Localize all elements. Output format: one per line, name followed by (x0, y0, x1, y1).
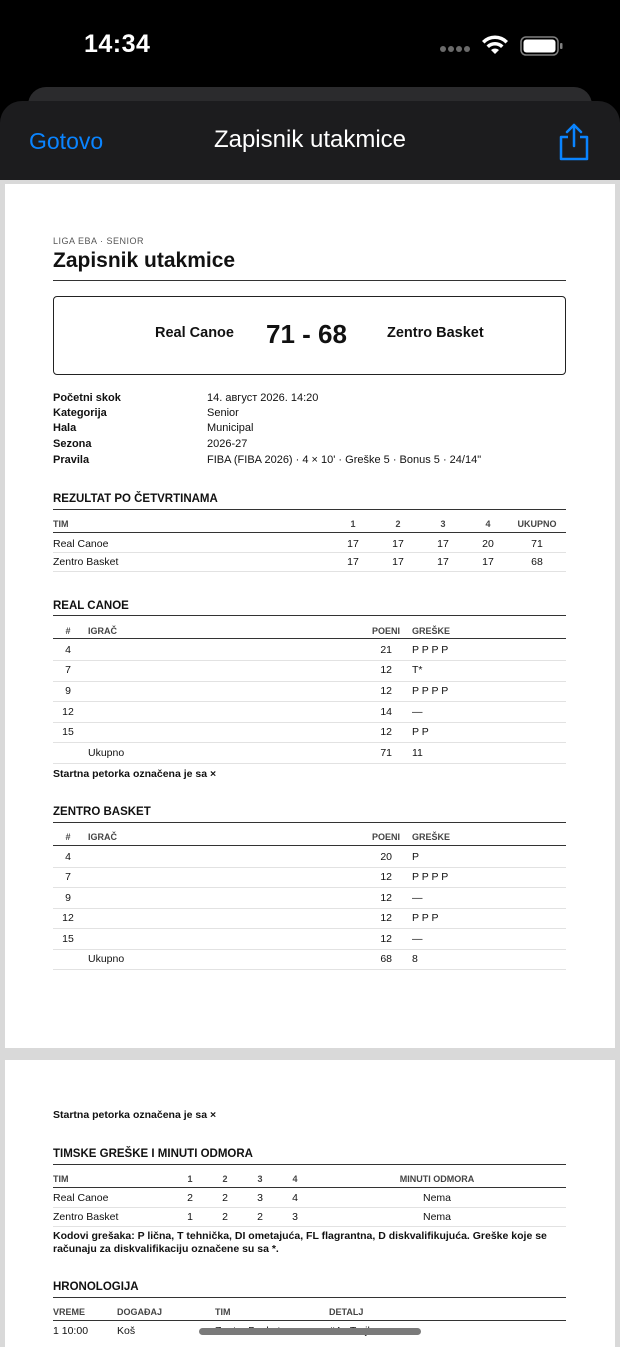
final-score: 71 - 68 (266, 319, 347, 349)
player-number: 12 (62, 706, 74, 718)
player-points: 21 (380, 644, 392, 656)
column-header: IGRAČ (88, 626, 117, 636)
share-icon[interactable] (556, 122, 592, 162)
column-header: DOGAĐAJ (117, 1307, 163, 1317)
table-cell: 4 (292, 1192, 298, 1204)
column-header: GREŠKE (412, 832, 451, 842)
table-cell: 17 (347, 556, 359, 568)
divider (53, 660, 566, 661)
column-header: DETALJ (329, 1307, 364, 1317)
info-label: Hala (53, 422, 77, 434)
divider (53, 949, 566, 950)
table-cell: 1 (187, 1211, 193, 1223)
divider (53, 867, 566, 868)
totals-label: Ukupno (88, 747, 125, 759)
column-header: UKUPNO (517, 519, 557, 529)
player-points: 12 (380, 933, 392, 945)
divider (53, 1320, 566, 1321)
info-label: Pravila (53, 454, 90, 466)
player-fouls: P P P P (412, 685, 449, 697)
player-number: 9 (65, 892, 71, 904)
player-points: 20 (380, 851, 392, 863)
info-value: Senior (207, 407, 239, 419)
divider (53, 908, 566, 909)
info-value: 14. август 2026. 14:20 (207, 392, 319, 404)
table-cell: 3 (292, 1211, 298, 1223)
league-label: LIGA EBA · SENIOR (53, 236, 145, 246)
status-time: 14:34 (84, 30, 151, 58)
column-header: 4 (485, 519, 491, 529)
player-number: 12 (62, 912, 74, 924)
table-cell: 17 (392, 556, 404, 568)
battery-icon (520, 36, 564, 56)
info-value: Municipal (207, 422, 254, 434)
column-header: VREME (53, 1307, 86, 1317)
player-number: 9 (65, 685, 71, 697)
player-fouls: P P (412, 726, 429, 738)
player-number: 4 (65, 644, 71, 656)
divider (53, 701, 566, 702)
player-fouls: P P P P (412, 871, 449, 883)
divider (53, 928, 566, 929)
player-number: 15 (62, 933, 74, 945)
divider (53, 532, 566, 533)
player-points: 12 (380, 726, 392, 738)
column-header: GREŠKE (412, 626, 451, 636)
divider (53, 742, 566, 743)
player-fouls: T* (412, 664, 423, 676)
info-value: 2026-27 (207, 438, 248, 450)
player-fouls: P P P P (412, 644, 449, 656)
column-header: # (65, 626, 71, 636)
column-header: 1 (350, 519, 356, 529)
column-header: 3 (257, 1174, 263, 1184)
table-cell: 17 (347, 538, 359, 550)
divider (53, 1226, 566, 1227)
divider (53, 763, 566, 764)
table-cell: Nema (422, 1192, 452, 1204)
table-cell: 20 (482, 538, 494, 550)
totals-points: 68 (380, 953, 392, 965)
cellular-signal-icon (440, 46, 472, 54)
player-points: 12 (380, 664, 392, 676)
info-label: Početni skok (53, 392, 121, 404)
table-cell: Nema (422, 1211, 452, 1223)
table-cell: 2 (222, 1211, 228, 1223)
done-button[interactable]: Gotovo (29, 128, 104, 154)
divider (53, 615, 566, 616)
table-cell: Zentro Basket (53, 556, 119, 568)
column-header: POENI (371, 832, 400, 842)
column-header: TIM (215, 1307, 231, 1317)
player-points: 14 (380, 706, 392, 718)
table-cell: 17 (437, 538, 449, 550)
column-header: TIM (53, 1174, 69, 1184)
home-team-name: Real Canoe (155, 325, 234, 341)
player-points: 12 (380, 912, 392, 924)
divider (53, 822, 566, 823)
team-fouls-title: TIMSKE GREŠKE I MINUTI ODMORA (53, 1148, 253, 1160)
divider (53, 1207, 566, 1208)
totals-fouls: 11 (412, 747, 423, 759)
player-number: 7 (65, 871, 71, 883)
home-indicator[interactable] (199, 1328, 421, 1335)
column-header: 2 (222, 1174, 228, 1184)
table-cell: 2 (222, 1192, 228, 1204)
player-fouls: — (412, 933, 423, 945)
away-box-title: ZENTRO BASKET (53, 806, 151, 818)
divider (53, 1187, 566, 1188)
player-number: 4 (65, 851, 71, 863)
quarters-section-title: REZULTAT PO ČETVRTINAMA (53, 493, 218, 505)
column-header: IGRAČ (88, 832, 117, 842)
timeline-event: Koš (117, 1325, 136, 1337)
totals-points: 71 (380, 747, 392, 759)
away-team-name: Zentro Basket (387, 325, 484, 341)
column-header: 1 (187, 1174, 193, 1184)
table-cell: 71 (531, 538, 543, 550)
player-points: 12 (380, 871, 392, 883)
table-cell: Zentro Basket (53, 1211, 119, 1223)
divider (53, 571, 566, 572)
column-header: POENI (371, 626, 400, 636)
totals-label: Ukupno (88, 953, 125, 965)
table-cell: 2 (187, 1192, 193, 1204)
divider (53, 1297, 566, 1298)
starters-note: Startna petorka označena je sa × (53, 768, 217, 780)
column-header: MINUTI ODMORA (399, 1174, 475, 1184)
column-header: # (65, 832, 71, 842)
nav-title: Zapisnik utakmice (213, 126, 407, 153)
player-number: 15 (62, 726, 74, 738)
divider (53, 1164, 566, 1165)
divider (53, 722, 566, 723)
column-header: 2 (395, 519, 401, 529)
document-title: Zapisnik utakmice (53, 249, 236, 272)
starters-note: Startna petorka označena je sa × (53, 1109, 217, 1121)
table-cell: 17 (392, 538, 404, 550)
table-cell: 17 (437, 556, 449, 568)
divider (53, 280, 566, 281)
table-cell: Real Canoe (53, 538, 109, 550)
player-fouls: — (412, 892, 423, 904)
table-cell: 17 (482, 556, 494, 568)
player-number: 7 (65, 664, 71, 676)
table-cell: 3 (257, 1192, 263, 1204)
player-fouls: — (412, 706, 423, 718)
info-value: FIBA (FIBA 2026) · 4 × 10' · Greške 5 · Bonus 5 · 24/14" (207, 454, 482, 466)
table-cell: 2 (257, 1211, 263, 1223)
timeline-time: 1 10:00 (53, 1325, 89, 1337)
table-cell: Real Canoe (53, 1192, 109, 1204)
divider (53, 552, 566, 553)
status-bar (0, 0, 620, 88)
divider (53, 681, 566, 682)
divider (53, 887, 566, 888)
divider (53, 638, 566, 639)
player-fouls: P (412, 851, 420, 863)
info-label: Kategorija (53, 407, 107, 419)
divider (53, 845, 566, 846)
timeline-title: HRONOLOGIJA (53, 1281, 139, 1293)
player-fouls: P P P (412, 912, 439, 924)
totals-fouls: 8 (412, 953, 418, 965)
player-points: 12 (380, 685, 392, 697)
table-cell: 68 (531, 556, 543, 568)
foul-codes-legend: Kodovi grešaka: P lična, T tehnička, DI ometajuća, FL flagrantna, D diskvalifikujuća. Greške koje se računaju za diskvalifikaciju označene su sa *. (53, 1230, 547, 1255)
info-label: Sezona (53, 438, 92, 450)
divider (53, 969, 566, 970)
wifi-icon (480, 34, 510, 56)
divider (53, 509, 566, 510)
player-points: 12 (380, 892, 392, 904)
home-box-title: REAL CANOE (53, 600, 129, 612)
column-header: 3 (440, 519, 446, 529)
column-header: 4 (292, 1174, 298, 1184)
column-header: TIM (53, 519, 69, 529)
